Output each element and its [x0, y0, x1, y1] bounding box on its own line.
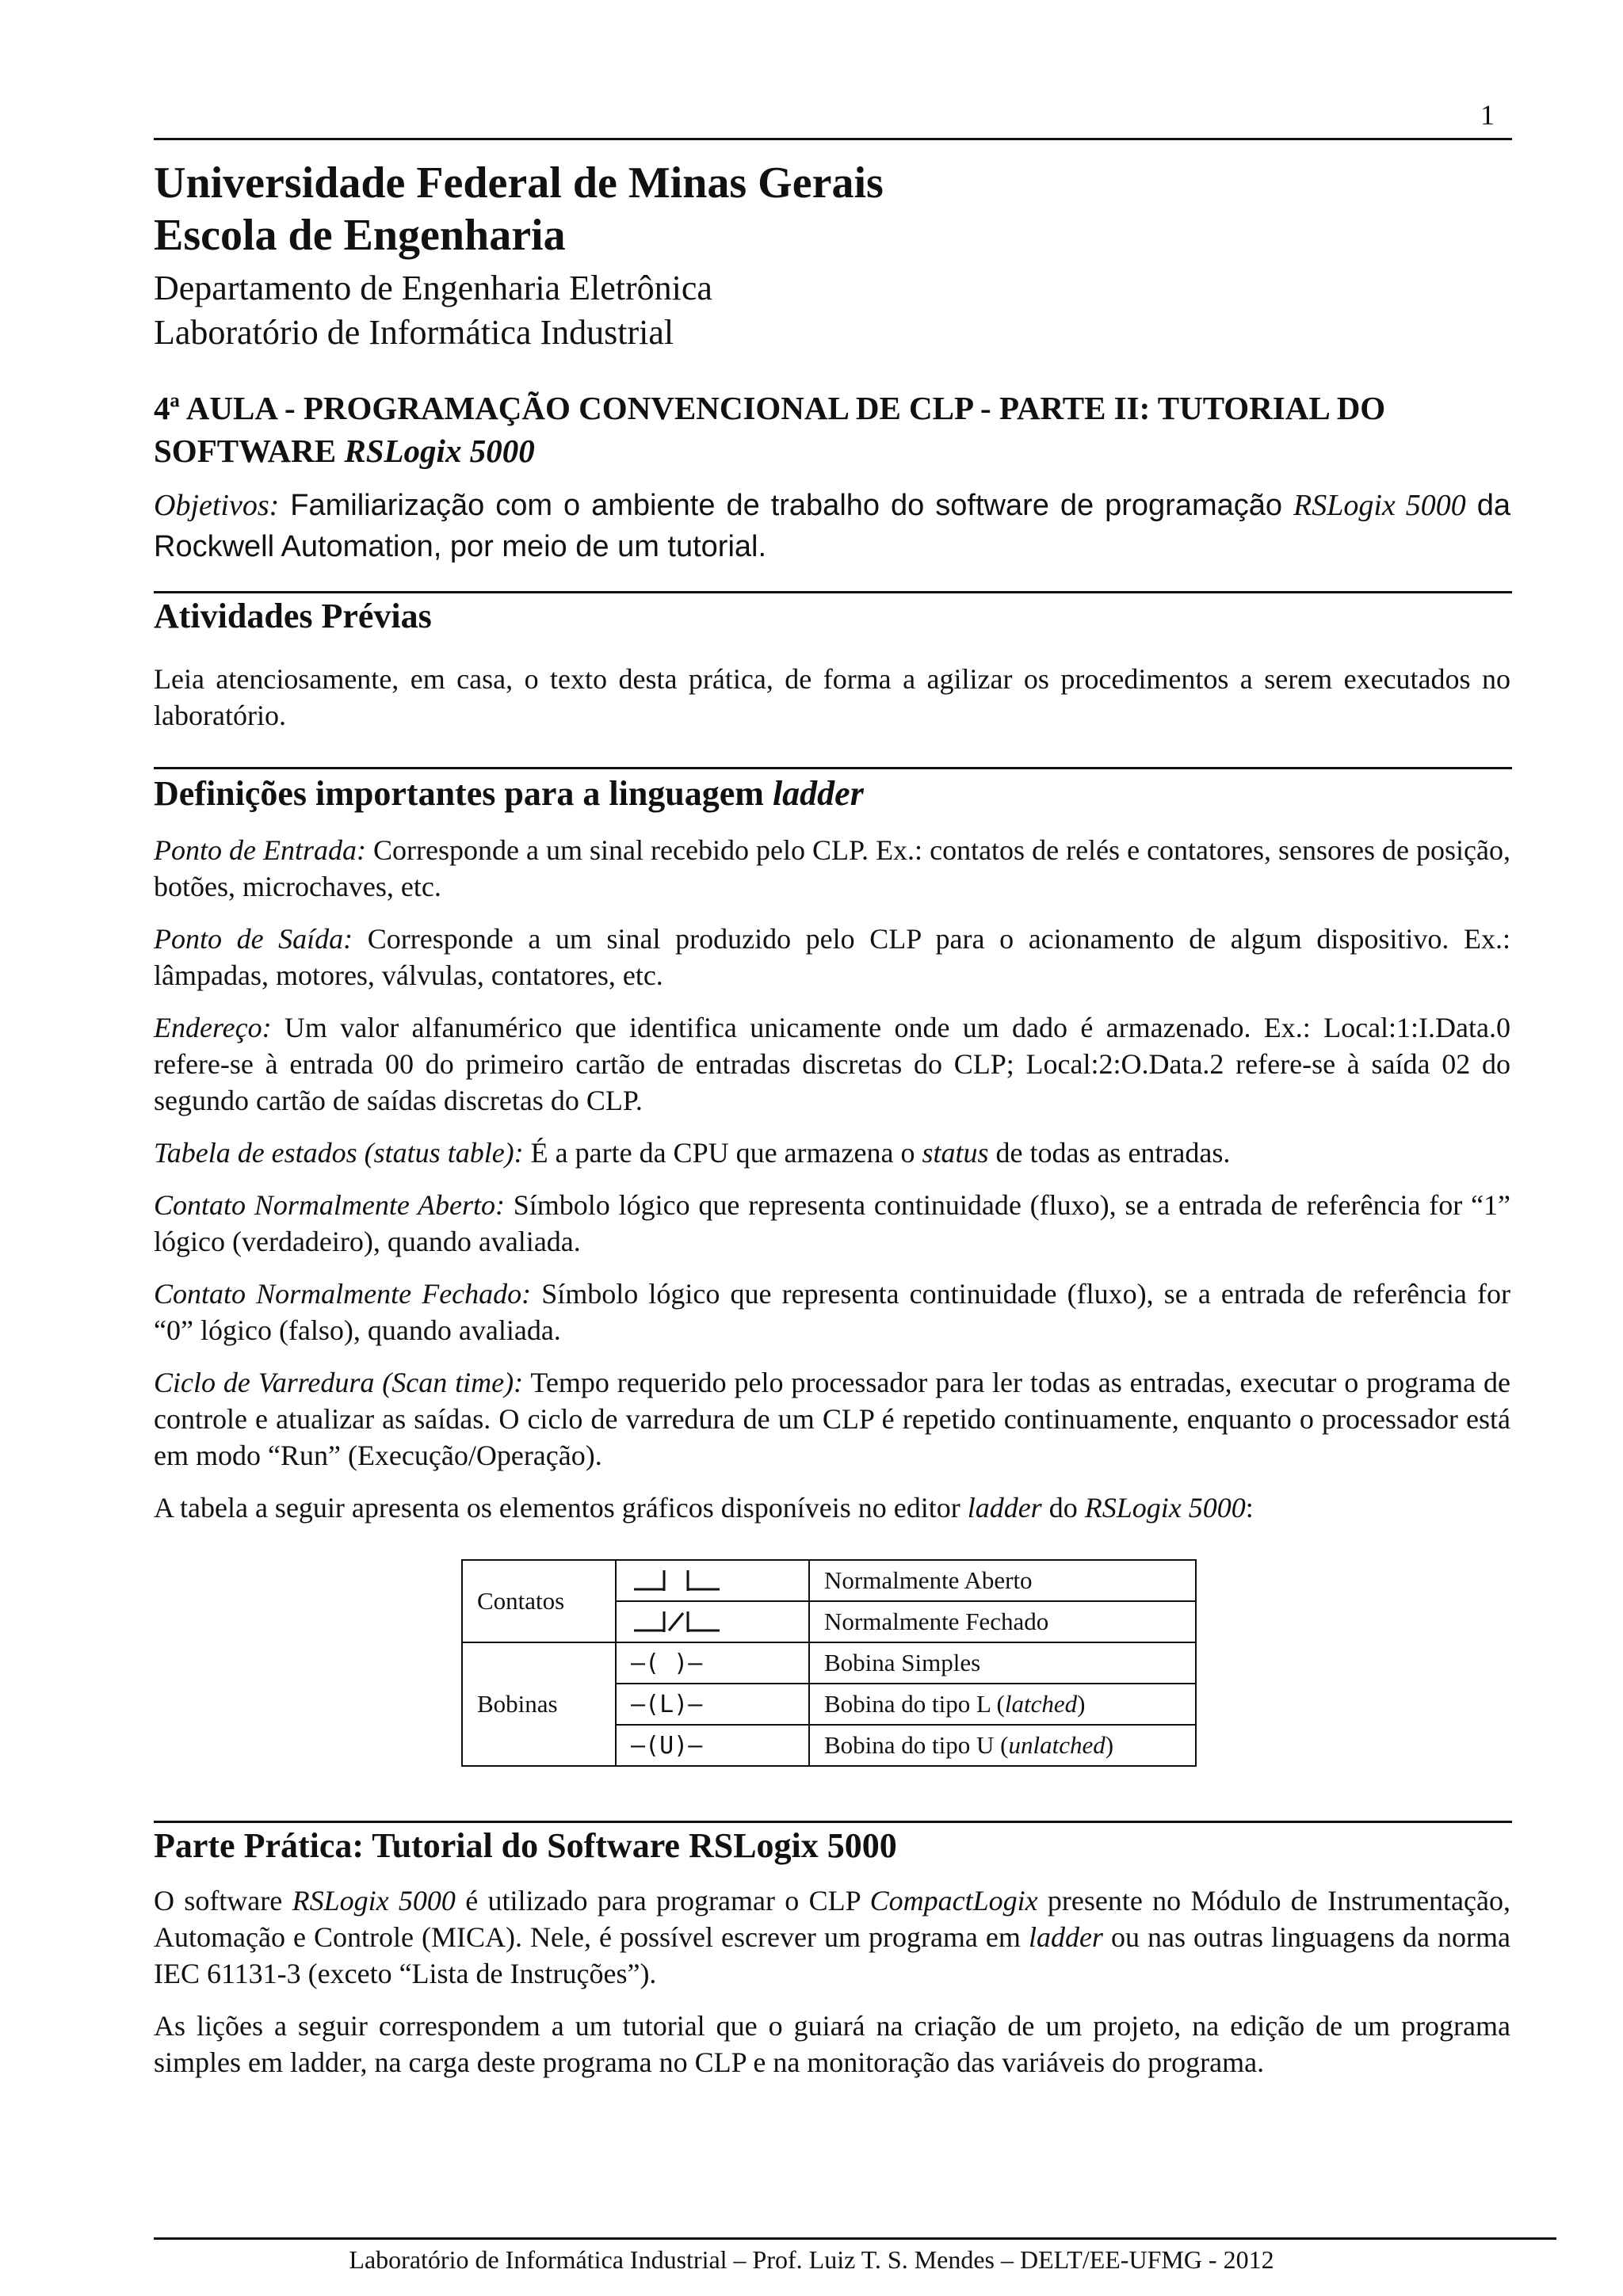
page-footer: Laboratório de Informática Industrial – Prof. Luiz T. S. Mendes – DELT/EE-UFMG - 2012 [349, 2245, 1274, 2274]
university-name: Universidade Federal de Minas Gerais [154, 158, 884, 208]
label-text: ) [1105, 1731, 1114, 1759]
p1-italic: CompactLogix [869, 1885, 1038, 1917]
def-text: Corresponde a um sinal produzido pelo CLP para o acionamento de algum dispositivo. Ex.: lâmpadas, motores, válvulas, contatores, etc. [154, 923, 1510, 991]
contact-nc-icon [631, 1608, 726, 1635]
institution-block [154, 157, 884, 261]
objectives [154, 485, 1510, 567]
group-coils: Bobinas [462, 1642, 616, 1766]
table-row [462, 1560, 1196, 1601]
header-rule [154, 138, 1512, 140]
department-name: Departamento de Engenharia Eletrônica [154, 269, 712, 307]
objectives-software: RSLogix 5000 [1293, 489, 1466, 522]
coil-simple-icon: —( )— [616, 1642, 809, 1684]
parte-pratica-heading: Parte Prática: Tutorial do Software RSLogix 5000 [154, 1826, 897, 1865]
lesson-title [154, 387, 1517, 472]
def-contato-nf [154, 1276, 1510, 1348]
def-endereco [154, 1009, 1510, 1119]
laboratory-name: Laboratório de Informática Industrial [154, 313, 674, 352]
parte-pratica-p2: As lições a seguir correspondem a um tutorial que o guiará na criação de um projeto, na edição de um programa simples em ladder, na carga deste programa no CLP e na monitoração das variáveis do programa. [154, 2010, 1510, 2078]
def-text: Um valor alfanumérico que identifica unicamente onde um dado é armazenado. Ex.: Local:1:I.Data.0 refere-se à entrada 00 do primeiro cartão de entradas discretas do CLP; Local:2:O.Data.2 refere-se à saída 02 do segundo cartão de saídas discretas do CLP. [154, 1012, 1510, 1116]
p1-text: ou nas outras linguagens da norma IEC 61131-3 (exceto “Lista de Instruções”). [154, 1921, 1511, 1989]
table-intro [154, 1489, 1510, 1526]
contact-no-cell [616, 1560, 809, 1601]
footer-rule [154, 2237, 1556, 2240]
section-rule-atividades [154, 591, 1512, 593]
table-intro-italic: ladder [967, 1492, 1042, 1524]
objectives-text-1: Familiarização com o ambiente de trabalho do software de programação [279, 489, 1294, 522]
lesson-title-text: 4ª AULA - PROGRAMAÇÃO CONVENCIONAL DE CLP - PARTE II: TUTORIAL DO SOFTWARE [154, 390, 1386, 469]
department-block [154, 266, 712, 355]
def-text: Tempo requerido pelo processador para ler todas as entradas, executar o programa de controle e atualizar as saídas. O ciclo de varredura de um CLP é repetido continuamente, enquanto o processador está em modo “Run” (Execução/Operação). [154, 1367, 1510, 1471]
definicoes-heading [154, 773, 864, 814]
def-text: É a parte da CPU que armazena o [523, 1137, 922, 1169]
lesson-title-software: RSLogix 5000 [344, 433, 535, 469]
objectives-label: Objetivos: [154, 489, 280, 522]
def-term: Ciclo de Varredura (Scan time): [154, 1367, 524, 1398]
definicoes-heading-text: Definições importantes para a linguagem [154, 774, 773, 813]
table-row [462, 1642, 1196, 1684]
coil-unlatch-icon: —(U)— [616, 1725, 809, 1766]
table-intro-text: : [1245, 1492, 1254, 1524]
table-intro-text: A tabela a seguir apresenta os elementos gráficos disponíveis no editor [154, 1492, 968, 1524]
def-term: Ponto de Saída: [154, 923, 353, 955]
table-intro-text: do [1041, 1492, 1085, 1524]
p1-italic: RSLogix 5000 [292, 1885, 456, 1917]
p1-text: presente no Módulo de Instrumentação, Automação e Controle (MICA). Nele, é possível escrever um programa em [154, 1885, 1510, 1953]
def-text: Símbolo lógico que representa continuidade (fluxo), se a entrada de referência for “1” lógico (verdadeiro), quando avaliada. [154, 1189, 1511, 1257]
label-text: ) [1077, 1690, 1086, 1718]
def-term: Endereço: [154, 1012, 272, 1043]
ladder-symbols-table [461, 1559, 1197, 1767]
group-contacts: Contatos [462, 1560, 616, 1642]
def-term: Contato Normalmente Aberto: [154, 1189, 505, 1221]
label-bobina-u [809, 1725, 1196, 1766]
school-name: Escola de Engenharia [154, 211, 566, 260]
atividades-text: Leia atenciosamente, em casa, o texto desta prática, de forma a agilizar os procedimentos a serem executados no laboratório. [154, 663, 1510, 731]
label-italic: latched [1004, 1690, 1078, 1718]
p1-text: é utilizado para programar o CLP [455, 1885, 870, 1917]
def-text: Corresponde a um sinal recebido pelo CLP. Ex.: contatos de relés e contatores, sensores de posição, botões, microchaves, etc. [154, 834, 1510, 902]
parte-pratica-p1 [154, 1882, 1510, 1992]
def-text: de todas as entradas. [988, 1137, 1231, 1169]
label-bobina-l [809, 1684, 1196, 1725]
p1-italic: ladder [1028, 1921, 1103, 1953]
def-term: Tabela de estados (status table): [154, 1137, 524, 1169]
section-rule-parte-pratica [154, 1821, 1512, 1823]
contact-no-icon [631, 1567, 726, 1594]
objectives-text-2: da Rockwell Automation, por meio de um tutorial. [154, 489, 1510, 563]
label-normalmente-aberto: Normalmente Aberto [809, 1560, 1196, 1601]
def-text: Símbolo lógico que representa continuidade (fluxo), se a entrada de referência for “0” lógico (falso), quando avaliada. [154, 1278, 1510, 1346]
label-text: Bobina do tipo L ( [824, 1690, 1005, 1718]
label-bobina-simples: Bobina Simples [809, 1642, 1196, 1684]
atividades-heading: Atividades Prévias [154, 597, 432, 635]
definicoes-heading-italic: ladder [772, 774, 864, 813]
table-intro-italic: RSLogix 5000 [1084, 1492, 1246, 1524]
label-italic: unlatched [1008, 1731, 1106, 1759]
coil-latch-icon: —(L)— [616, 1684, 809, 1725]
contact-nc-cell [616, 1601, 809, 1642]
section-rule-definicoes [154, 767, 1512, 769]
def-term: Ponto de Entrada: [154, 834, 367, 866]
label-normalmente-fechado: Normalmente Fechado [809, 1601, 1196, 1642]
def-term: Contato Normalmente Fechado: [154, 1278, 532, 1310]
def-text-italic: status [922, 1137, 989, 1169]
label-text: Bobina do tipo U ( [824, 1731, 1009, 1759]
p1-text: O software [154, 1885, 292, 1917]
def-contato-na [154, 1187, 1510, 1260]
page-number: 1 [1480, 99, 1495, 131]
def-tabela-estados [154, 1135, 1510, 1171]
def-ponto-entrada [154, 832, 1510, 905]
def-ponto-saida [154, 921, 1510, 994]
def-ciclo-varredura [154, 1364, 1510, 1474]
